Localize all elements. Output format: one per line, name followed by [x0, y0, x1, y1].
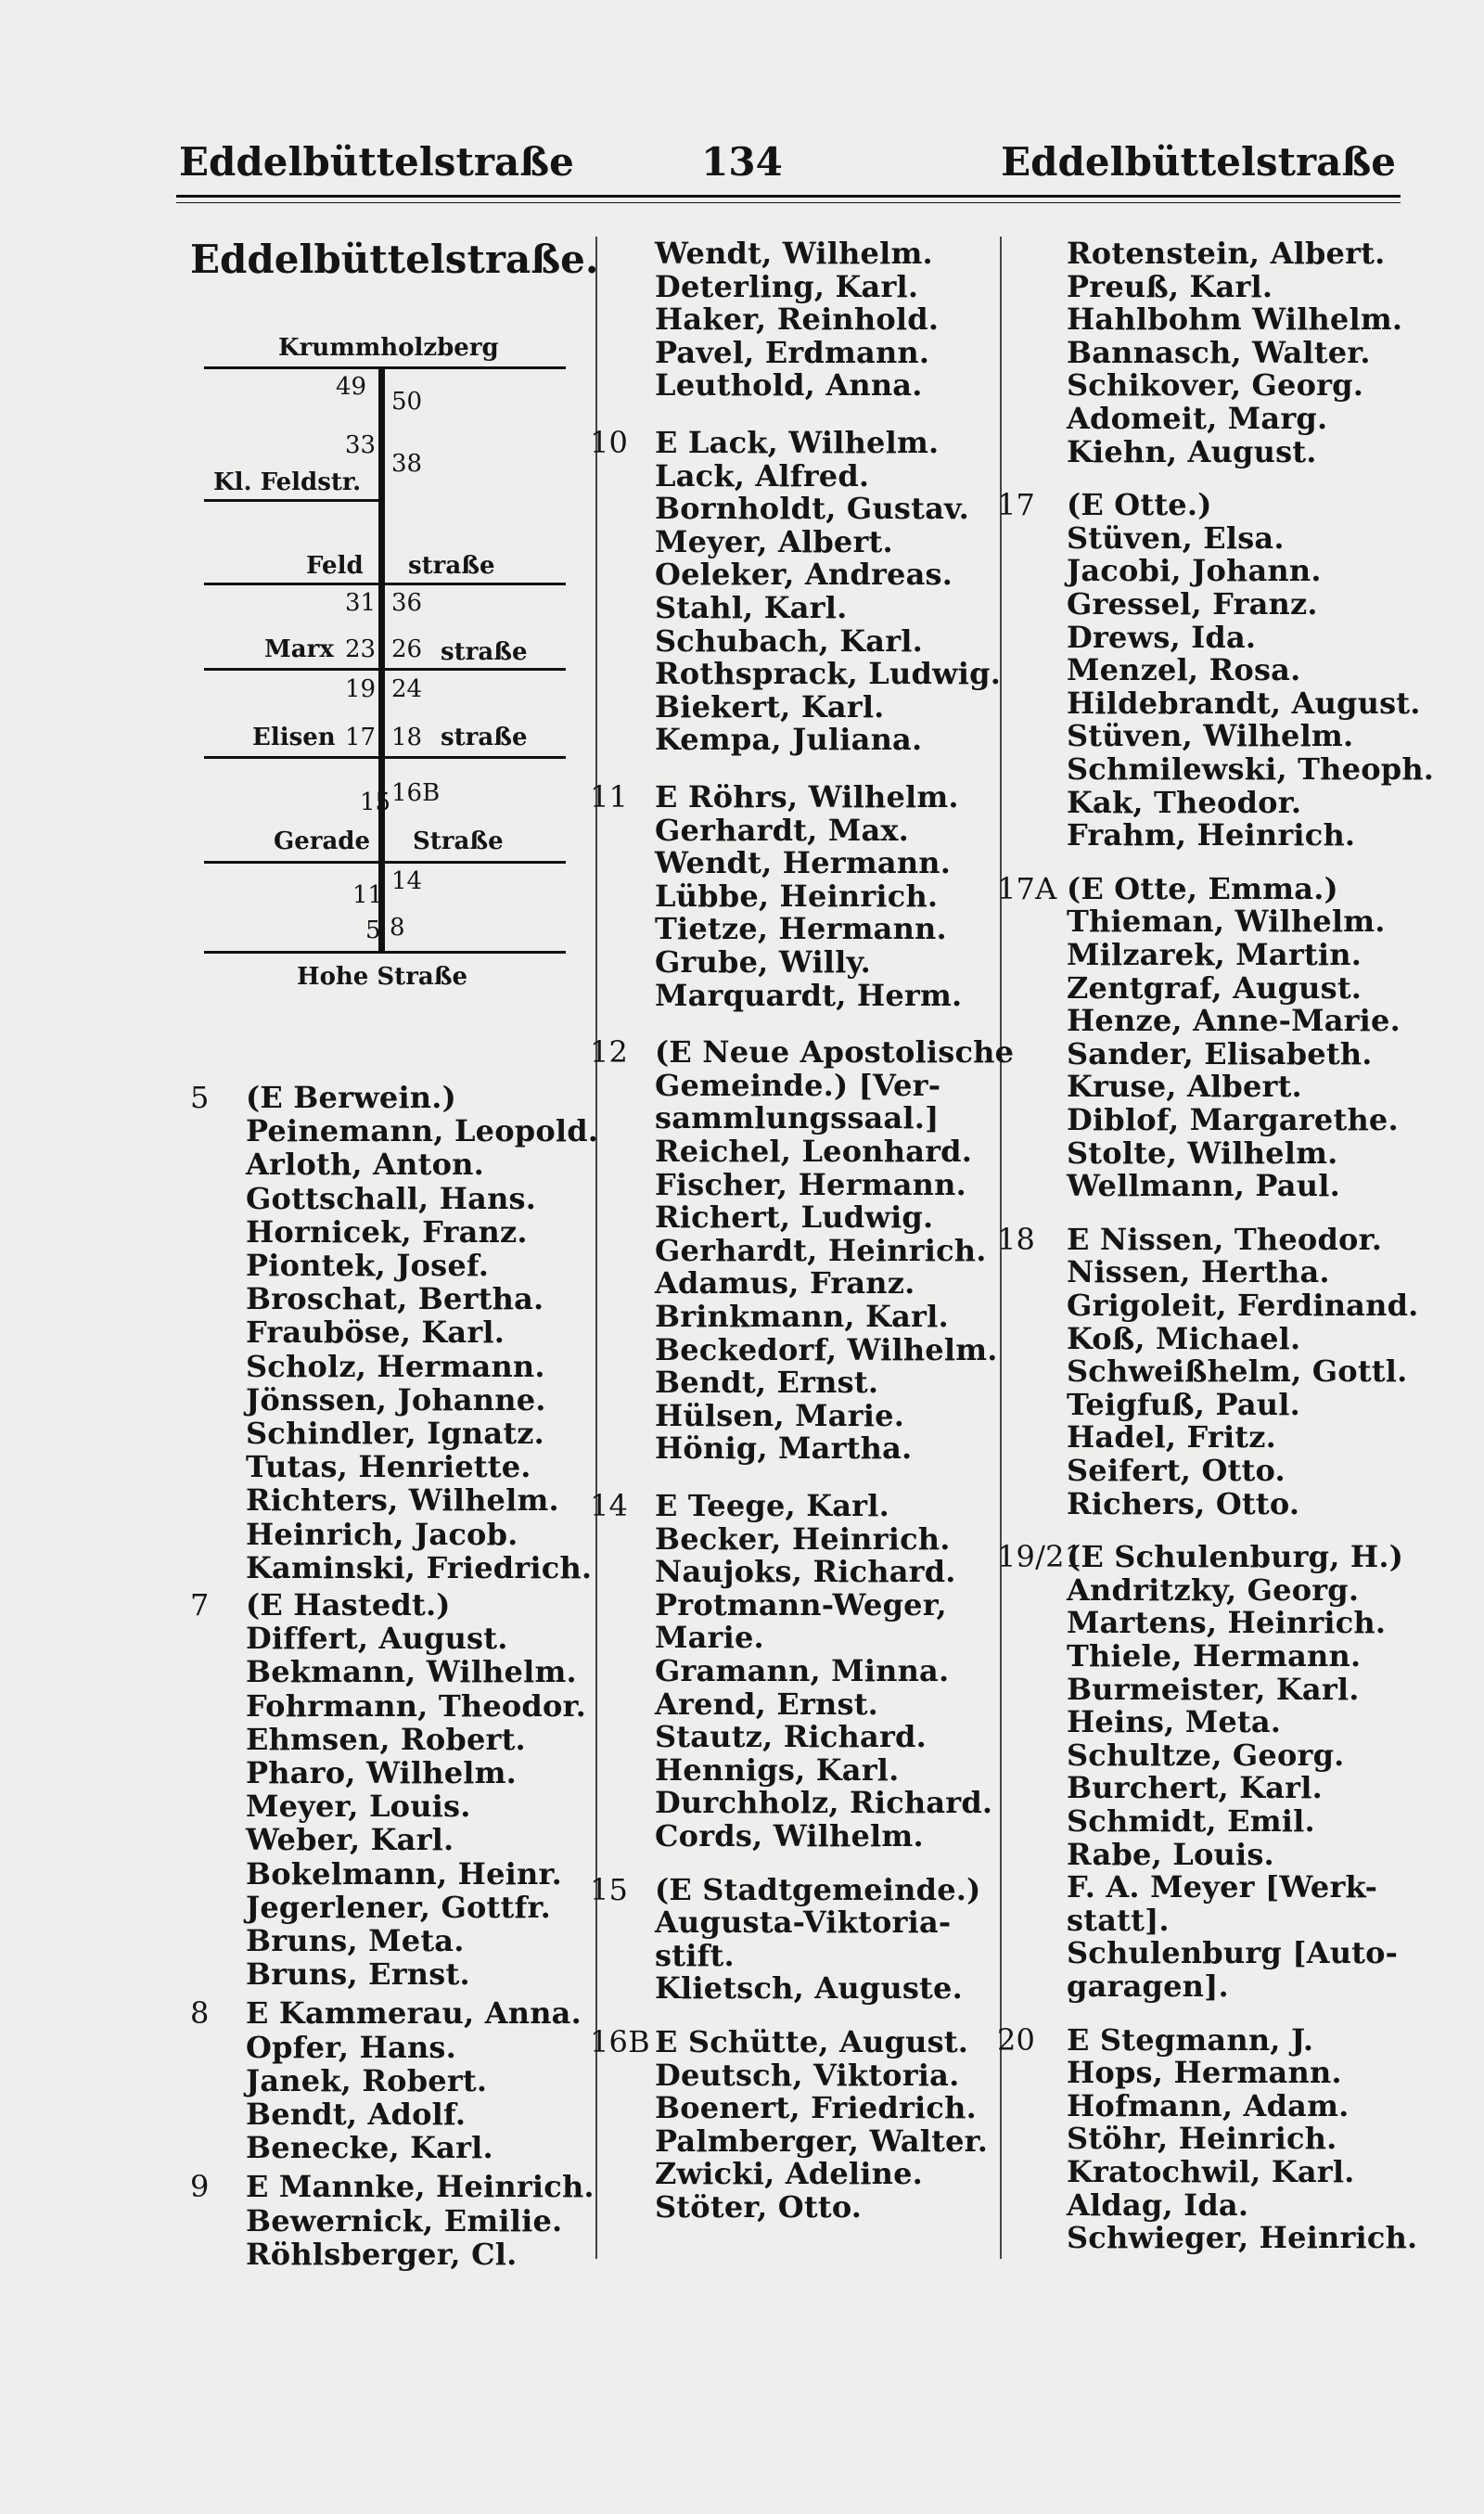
resident-name: Hennigs, Karl. [655, 1751, 900, 1788]
house-number: 19/21 [997, 1539, 1084, 1575]
resident-name: Richers, Otto. [1067, 1485, 1300, 1521]
resident-name: E Stegmann, J. [1067, 2021, 1314, 2058]
resident-name: Thiele, Hermann. [1067, 1638, 1362, 1674]
street-title: Eddelbüttelstraße. [190, 237, 599, 282]
resident-name: Tutas, Henriette. [246, 1449, 531, 1485]
resident-name: Weber, Karl. [246, 1822, 454, 1858]
map-number: 14 [391, 867, 423, 895]
resident-name: E Teege, Karl. [655, 1488, 889, 1523]
resident-name: Gerhardt, Heinrich. [655, 1232, 987, 1268]
house-number: 5 [190, 1080, 210, 1115]
resident-name: Ehmsen, Robert. [246, 1721, 526, 1757]
resident-name: Janek, Robert. [246, 2062, 488, 2098]
resident-name: Rabe, Louis. [1067, 1836, 1274, 1872]
resident-name: Andritzky, Georg. [1067, 1571, 1360, 1608]
resident-name: Seifert, Otto. [1067, 1453, 1286, 1488]
resident-name: Stolte, Wilhelm. [1067, 1135, 1338, 1171]
resident-name: stift. [655, 1937, 735, 1973]
resident-name: Stautz, Richard. [655, 1719, 927, 1755]
resident-name: Grigoleit, Ferdinand. [1067, 1288, 1419, 1323]
map-number: 18 [391, 724, 423, 751]
resident-name: Broschat, Bertha. [246, 1281, 544, 1317]
resident-name: Meyer, Albert. [655, 523, 893, 559]
resident-name: Rothsprack, Ludwig. [655, 656, 1002, 692]
resident-name: Lübbe, Heinrich. [655, 878, 939, 914]
resident-name: Bendt, Adolf. [246, 2097, 467, 2132]
map-number: 31 [345, 589, 377, 617]
resident-name: Hadel, Fritz. [1067, 1419, 1277, 1456]
resident-name: Bekmann, Wilhelm. [246, 1654, 577, 1690]
resident-name: E Röhrs, Wilhelm. [655, 779, 959, 814]
resident-name: E Lack, Wilhelm. [655, 425, 940, 460]
resident-name: Schulenburg [Auto- [1067, 1935, 1399, 1971]
map-number: 11 [352, 881, 384, 909]
resident-name: Kak, Theodor. [1067, 784, 1302, 820]
resident-name: Bewernick, Emilie. [246, 2202, 563, 2238]
resident-name: Tietze, Hermann. [655, 911, 947, 947]
house-number: 14 [590, 1488, 629, 1523]
resident-name: Kiehn, August. [1067, 433, 1317, 469]
resident-name: Wellmann, Paul. [1067, 1168, 1340, 1204]
resident-name: F. A. Meyer [Werk- [1067, 1869, 1378, 1905]
map-label-kl-feldstr: Kl. Feldstr. [213, 468, 362, 496]
house-number: 7 [190, 1587, 210, 1623]
page-number: 134 [701, 139, 783, 185]
resident-name: Brinkmann, Karl. [655, 1299, 949, 1334]
resident-name: Milzarek, Martin. [1067, 937, 1362, 972]
map-label-gerade: Gerade [274, 827, 371, 855]
resident-name: E Kammerau, Anna. [246, 1995, 582, 2032]
resident-name: Klietsch, Auguste. [655, 1970, 963, 2007]
resident-name: Martens, Heinrich. [1067, 1605, 1387, 1641]
resident-name: Schindler, Ignatz. [246, 1416, 545, 1451]
resident-name: E Nissen, Theodor. [1067, 1221, 1383, 1257]
resident-name: Fohrmann, Theodor. [246, 1687, 587, 1724]
map-label-hohe-strasse: Hohe Straße [297, 963, 468, 991]
resident-name: Arloth, Anton. [246, 1147, 484, 1183]
resident-name: Stüven, Elsa. [1067, 519, 1285, 556]
resident-name: Stüven, Wilhelm. [1067, 718, 1354, 754]
resident-name: Frauböse, Karl. [246, 1315, 505, 1351]
resident-name: Schikover, Georg. [1067, 367, 1364, 404]
resident-name: Hülsen, Marie. [655, 1397, 905, 1433]
resident-name: Henze, Anne-Marie. [1067, 1003, 1401, 1039]
resident-name: Adomeit, Marg. [1067, 401, 1328, 436]
resident-name: Lack, Alfred. [655, 457, 870, 494]
resident-name: Reichel, Leonhard. [655, 1134, 973, 1169]
resident-name: Hahlbohm Wilhelm. [1067, 301, 1403, 338]
resident-name: Hornicek, Franz. [246, 1213, 528, 1250]
resident-name: Durchholz, Richard. [655, 1785, 993, 1821]
resident-name: (E Schulenburg, H.) [1067, 1539, 1404, 1575]
house-number: 11 [590, 779, 629, 814]
resident-name: Oeleker, Andreas. [655, 557, 953, 593]
resident-name: Gottschall, Hans. [246, 1180, 537, 1216]
resident-name: Deutsch, Viktoria. [655, 2057, 960, 2093]
street-map [176, 315, 594, 1002]
map-cross-street [204, 668, 566, 671]
resident-name: Bokelmann, Heinr. [246, 1855, 562, 1892]
map-number: 16B [391, 779, 441, 807]
resident-name: (E Berwein.) [246, 1080, 456, 1115]
map-cross-street [204, 861, 566, 864]
map-number: 36 [391, 589, 423, 617]
resident-name: Preuß, Karl. [1067, 268, 1273, 304]
resident-name: Bruns, Meta. [246, 1923, 465, 1958]
resident-name: (E Otte, Emma.) [1067, 870, 1338, 906]
resident-name: Heins, Meta. [1067, 1704, 1282, 1740]
map-cross-street [204, 756, 566, 759]
resident-name: Schultze, Georg. [1067, 1737, 1345, 1773]
resident-name: Jegerlener, Gottfr. [246, 1889, 551, 1925]
resident-name: Hofmann, Adam. [1067, 2087, 1350, 2123]
resident-name: Diblof, Margarethe. [1067, 1102, 1399, 1137]
map-cross-street [204, 499, 380, 502]
map-number: 17 [345, 724, 377, 751]
resident-name: Arend, Ernst. [655, 1686, 879, 1722]
resident-name: Kratochwil, Karl. [1067, 2154, 1355, 2189]
resident-name: E Mannke, Heinrich. [246, 2169, 595, 2205]
resident-name: Röhlsberger, Cl. [246, 2236, 518, 2272]
map-cross-street [204, 583, 566, 585]
resident-name: Zwicki, Adeline. [655, 2156, 923, 2192]
resident-name: Boenert, Friedrich. [655, 2090, 977, 2126]
resident-name: Heinrich, Jacob. [246, 1516, 518, 1552]
resident-name: Marquardt, Herm. [655, 977, 963, 1013]
resident-name: Deterling, Karl. [655, 268, 919, 304]
map-number: 15 [360, 789, 391, 816]
house-number: 9 [190, 2169, 210, 2205]
resident-name: Piontek, Josef. [246, 1248, 490, 1283]
resident-name: Cords, Wilhelm. [655, 1818, 924, 1853]
resident-name: Jönssen, Johanne. [246, 1381, 546, 1417]
resident-name: Peinemann, Leopold. [246, 1113, 599, 1149]
resident-name: Kruse, Albert. [1067, 1069, 1302, 1105]
resident-name: Aldag, Ida. [1067, 2187, 1249, 2223]
resident-name: Stahl, Karl. [655, 590, 848, 625]
resident-name: Meyer, Louis. [246, 1789, 471, 1825]
map-number: 50 [391, 388, 423, 416]
header-rule-thin [176, 202, 1401, 203]
resident-name: Biekert, Karl. [655, 688, 885, 725]
resident-name: (E Neue Apostolische [655, 1034, 1015, 1071]
resident-name: Bendt, Ernst. [655, 1365, 879, 1401]
map-cross-street [204, 366, 566, 369]
resident-name: Frahm, Heinrich. [1067, 817, 1356, 853]
resident-name: Gressel, Franz. [1067, 586, 1318, 622]
resident-name: Hops, Hermann. [1067, 2055, 1342, 2091]
resident-name: Gramann, Minna. [655, 1653, 950, 1688]
resident-name: Hönig, Martha. [655, 1430, 913, 1467]
resident-name: Opfer, Hans. [246, 2029, 456, 2065]
header-rule [176, 195, 1401, 198]
resident-name: Schweißhelm, Gottl. [1067, 1353, 1408, 1390]
resident-name: Schwieger, Heinrich. [1067, 2220, 1418, 2256]
resident-name: Grube, Willy. [655, 944, 871, 980]
resident-name: (E Stadtgemeinde.) [655, 1871, 981, 1907]
resident-name: Thieman, Wilhelm. [1067, 904, 1386, 940]
resident-name: Teigfuß, Paul. [1067, 1386, 1300, 1422]
house-number: 20 [997, 2021, 1036, 2058]
resident-name: Kaminski, Friedrich. [246, 1549, 593, 1585]
resident-name: Richters, Wilhelm. [246, 1482, 559, 1519]
resident-name: Adamus, Franz. [655, 1265, 915, 1302]
resident-name: Drews, Ida. [1067, 619, 1257, 655]
resident-name: Gerhardt, Max. [655, 812, 910, 848]
resident-name: Schmidt, Emil. [1067, 1803, 1315, 1839]
resident-name: Augusta-Viktoria- [655, 1905, 952, 1941]
resident-name: Burmeister, Karl. [1067, 1671, 1360, 1707]
map-label-marx: Marx [264, 635, 334, 663]
resident-name: statt]. [1067, 1902, 1170, 1938]
resident-name: Rotenstein, Albert. [1067, 236, 1386, 271]
map-label-krummholzberg: Krummholzberg [278, 334, 499, 362]
resident-name: Haker, Reinhold. [655, 301, 940, 338]
resident-name: Burchert, Karl. [1067, 1770, 1323, 1806]
running-header-left: Eddelbüttelstraße [179, 139, 574, 185]
house-number: 8 [190, 1995, 210, 2032]
resident-name: Pavel, Erdmann. [655, 334, 930, 370]
map-number: 23 [345, 635, 377, 663]
resident-name: Fischer, Hermann. [655, 1166, 966, 1202]
map-number: 33 [345, 431, 377, 459]
resident-name: garagen]. [1067, 1969, 1229, 2004]
column-divider-1 [595, 237, 597, 2259]
resident-name: Pharo, Wilhelm. [246, 1755, 518, 1790]
resident-name: Protmann-Weger, [655, 1586, 947, 1623]
map-number: 24 [391, 675, 423, 703]
resident-name: Bannasch, Walter. [1067, 334, 1371, 370]
map-label-elisen: Elisen [252, 724, 336, 751]
map-number: 5 [365, 917, 381, 944]
house-number: 17 [997, 487, 1036, 523]
house-number: 12 [590, 1034, 629, 1071]
house-number: 15 [590, 1871, 629, 1907]
house-number: 10 [590, 425, 629, 460]
house-number: 17A [997, 870, 1057, 906]
map-number: 26 [391, 635, 423, 663]
resident-name: Jacobi, Johann. [1067, 553, 1322, 589]
resident-name: Stöter, Otto. [655, 2189, 863, 2225]
resident-name: (E Otte.) [1067, 487, 1212, 523]
resident-name: Bruns, Ernst. [246, 1956, 470, 1993]
resident-name: Marie. [655, 1620, 764, 1656]
resident-name: Sander, Elisabeth. [1067, 1035, 1373, 1071]
resident-name: Beckedorf, Wilhelm. [655, 1331, 998, 1367]
resident-name: Wendt, Wilhelm. [655, 236, 933, 271]
resident-name: Gemeinde.) [Ver- [655, 1067, 941, 1103]
resident-name: Richert, Ludwig. [655, 1199, 934, 1236]
map-label-strasse: straße [441, 638, 528, 666]
map-label-strasse: Straße [413, 827, 504, 855]
resident-name: Bornholdt, Gustav. [655, 491, 969, 527]
resident-name: E Schütte, August. [655, 2024, 969, 2059]
resident-name: Nissen, Hertha. [1067, 1254, 1330, 1290]
resident-name: Stöhr, Heinrich. [1067, 2121, 1337, 2157]
running-header-right: Eddelbüttelstraße [1001, 139, 1396, 185]
map-number: 8 [390, 914, 405, 942]
resident-name: Leuthold, Anna. [655, 367, 923, 404]
map-label-strasse: straße [408, 552, 495, 580]
resident-name: Schubach, Karl. [655, 622, 923, 659]
resident-name: Differt, August. [246, 1621, 508, 1657]
map-label-feld: Feld [306, 552, 364, 580]
resident-name: Menzel, Rosa. [1067, 652, 1301, 688]
resident-name: Hildebrandt, August. [1067, 685, 1421, 721]
resident-name: sammlungssaal.] [655, 1100, 940, 1136]
resident-name: Becker, Heinrich. [655, 1520, 951, 1557]
resident-name: Wendt, Hermann. [655, 845, 952, 881]
resident-name: Palmberger, Walter. [655, 2123, 989, 2159]
resident-name: Naujoks, Richard. [655, 1554, 956, 1590]
house-number: 18 [997, 1221, 1036, 1257]
resident-name: Schmilewski, Theoph. [1067, 751, 1435, 787]
resident-name: Zentgraf, August. [1067, 969, 1362, 1006]
resident-name: Kempa, Juliana. [655, 722, 923, 758]
resident-name: Scholz, Hermann. [246, 1348, 545, 1384]
house-number: 16B [590, 2024, 650, 2059]
resident-name: Koß, Michael. [1067, 1320, 1301, 1356]
map-number: 19 [345, 675, 377, 703]
resident-name: Benecke, Karl. [246, 2130, 493, 2166]
map-number: 49 [336, 373, 367, 401]
resident-name: (E Hastedt.) [246, 1587, 451, 1623]
map-number: 38 [391, 450, 423, 478]
map-cross-street [204, 951, 566, 954]
map-label-strasse: straße [441, 724, 528, 751]
